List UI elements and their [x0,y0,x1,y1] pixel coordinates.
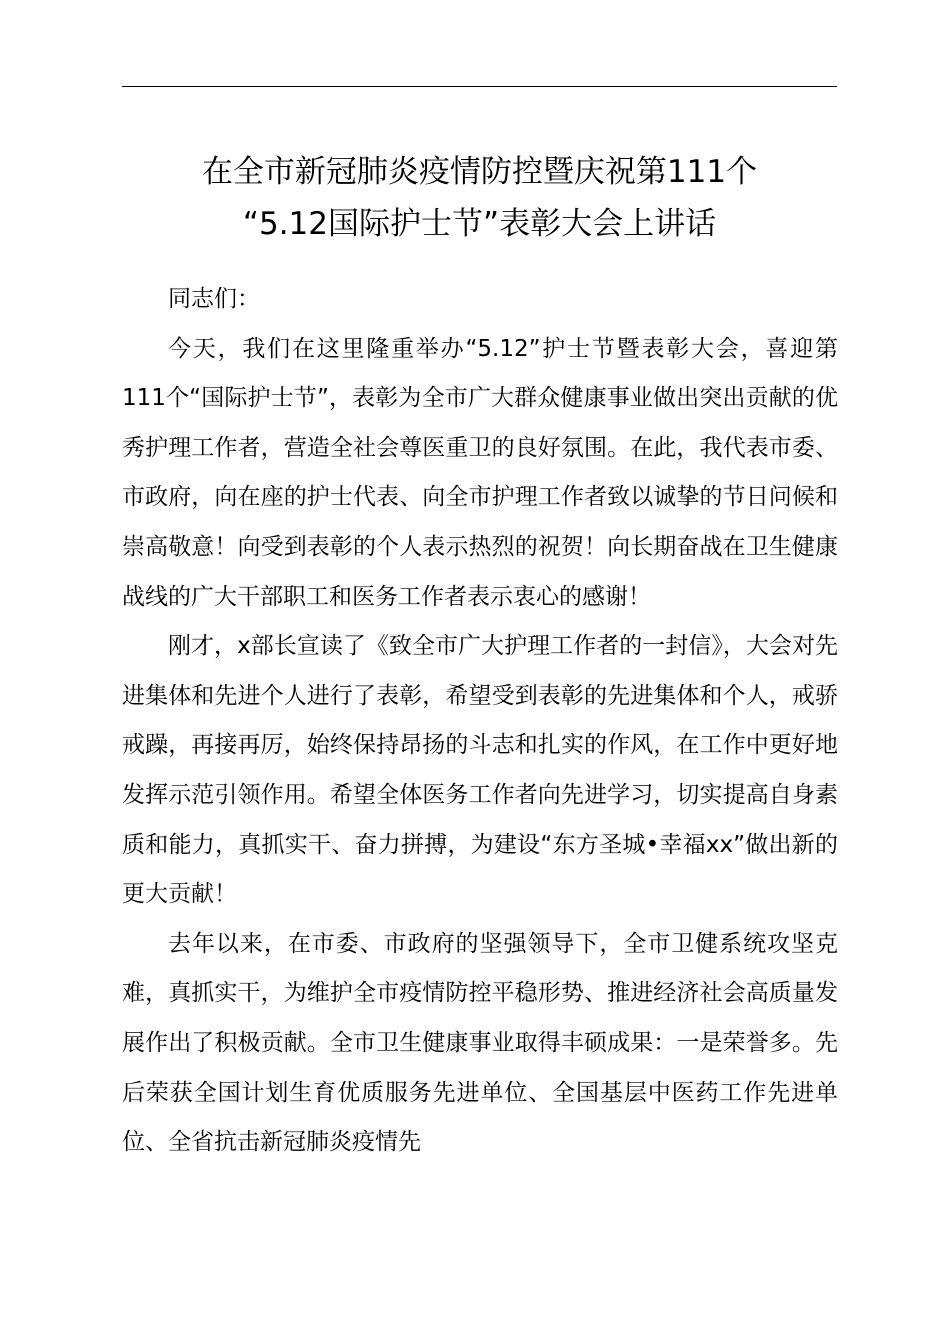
header-rule [122,86,837,87]
salutation: 同志们： [168,286,260,312]
paragraph-3: 去年以来，在市委、市政府的坚强领导下，全市卫健系统攻坚克难，真抓实干，为维护全市疫情防控平稳形势、推进经济社会高质量发展作出了积极贡献。全市卫生健康事业取得丰硕成果：一是荣誉多。先后荣获全国计划生育优质服务先进单位、全国基层中医药工作先进单位、全省抗击新冠肺炎疫情先 [122,930,838,1156]
title-line-1: 在全市新冠肺炎疫情防控暨庆祝第111个 [201,154,758,190]
document-title [122,146,837,250]
paragraph-2: 刚才，x部长宣读了《致全市广大护理工作者的一封信》，大会对先进集体和先进个人进行了表彰，希望受到表彰的先进集体和个人，戒骄戒躁，再接再厉，始终保持昂扬的斗志和扎实的作风，在工作中更好地发挥示范引领作用。希望全体医务工作者向先进学习，切实提高自身素质和能力，真抓实干、奋力拼搏，为建设“东方圣城•幸福xx”做出新的更大贡献！ [122,633,838,908]
title-line-2: “5.12国际护士节”表彰大会上讲话 [242,206,717,242]
paragraph-1: 今天，我们在这里隆重举办“5.12”护士节暨表彰大会，喜迎第111个“国际护士节”，表彰为全市广大群众健康事业做出突出贡献的优秀护理工作者，营造全社会尊医重卫的良好氛围。在此，我代表市委、市政府，向在座的护士代表、向全市护理工作者致以诚挚的节日问候和崇高敬意！向受到表彰的个人表示热烈的祝贺！向长期奋战在卫生健康战线的广大干部职工和医务工作者表示衷心的感谢！ [122,335,838,610]
document-body [122,275,838,1168]
